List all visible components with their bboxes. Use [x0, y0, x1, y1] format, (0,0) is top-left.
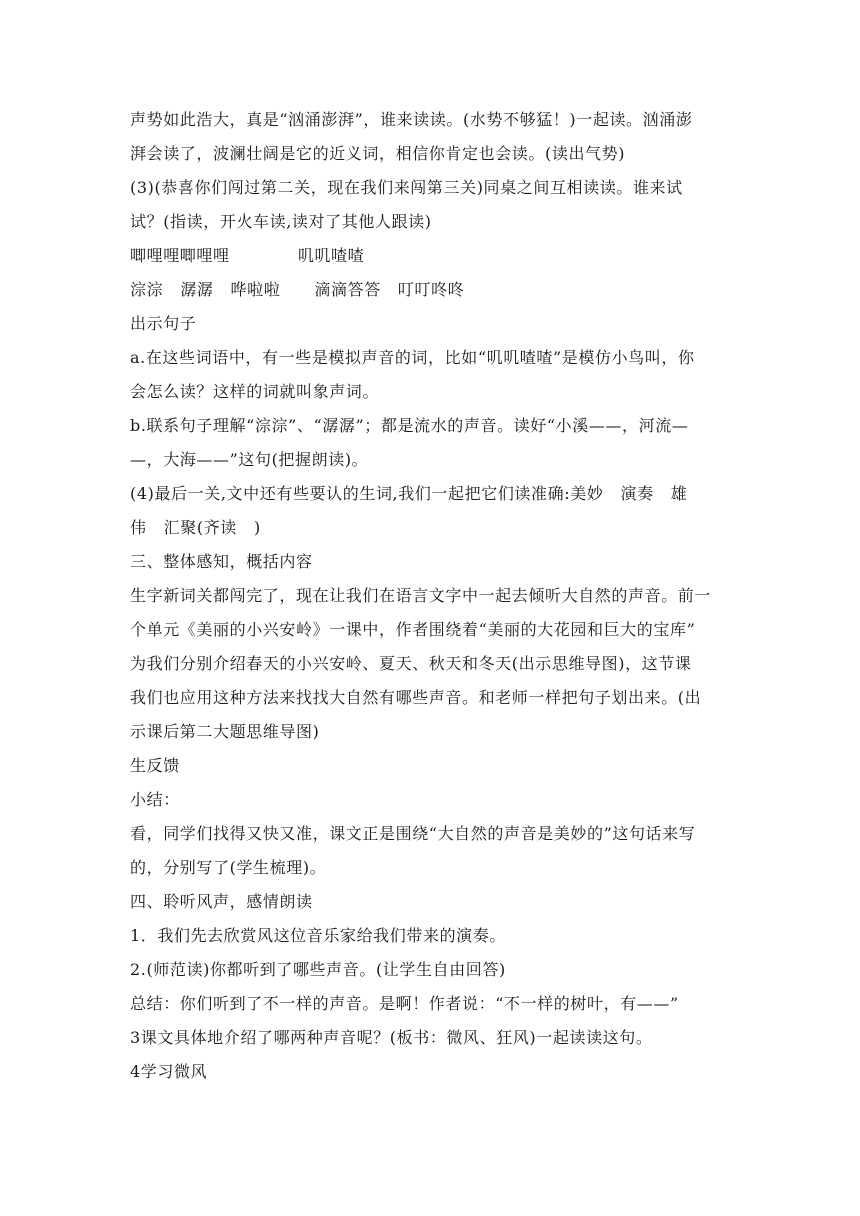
document-body: [130, 103, 738, 1089]
paragraph: 会怎么读？这样的词就叫象声词。: [130, 382, 380, 401]
paragraph: 的，分别写了(学生梳理)。: [130, 858, 327, 877]
paragraph: 我们也应用这种方法来找找大自然有哪些声音。和老师一样把句子划出来。(出: [130, 688, 702, 707]
paragraph: 三、整体感知，概括内容: [130, 552, 313, 571]
paragraph: 看，同学们找得又快又准，课文正是围绕“大自然的声音是美妙的”这句话来写: [130, 824, 696, 843]
paragraph: 2.(师范读)你都听到了哪些声音。(让学生自由回答): [130, 960, 506, 979]
paragraph: —，大海——”这句(把握朗读)。: [130, 450, 369, 469]
paragraph: 为我们分别介绍春天的小兴安岭、夏天、秋天和冬天(出示思维导图)，这节课: [130, 654, 692, 673]
paragraph: 出示句子: [130, 314, 197, 333]
paragraph: 4学习微风: [130, 1062, 208, 1081]
paragraph: a.在这些词语中，有一些是模拟声音的词，比如“叽叽喳喳”是模仿小鸟叫，你: [130, 348, 695, 367]
paragraph: (3)(恭喜你们闯过第二关，现在我们来闯第三关)同桌之间互相读读。谁来试: [130, 178, 683, 197]
paragraph: 试？(指读，开火车读,读对了其他人跟读): [130, 212, 432, 231]
paragraph: 四、聆听风声，感情朗读: [130, 892, 313, 911]
paragraph: b.联系句子理解“淙淙”、“潺潺”；都是流水的声音。读好“小溪——，河流—: [130, 416, 689, 435]
paragraph: 伟 汇聚(齐读 ): [130, 518, 261, 537]
paragraph: 湃会读了，波澜壮阔是它的近义词，相信你肯定也会读。(读出气势): [130, 144, 626, 163]
paragraph: 1．我们先去欣赏风这位音乐家给我们带来的演奏。: [130, 926, 506, 945]
section-heading: 总结：你们听到了不一样的声音。是啊！作者说：“不一样的树叶，有——”: [130, 994, 679, 1013]
paragraph: 生反馈: [130, 756, 180, 775]
paragraph: 小结：: [130, 790, 180, 809]
paragraph: 示课后第二大题思维导图): [130, 722, 320, 741]
paragraph: 唧哩哩唧哩哩 叽叽喳喳: [130, 246, 365, 265]
paragraph: 3课文具体地介绍了哪两种声音呢？(板书：微风、狂风)一起读读这句。: [130, 1028, 653, 1047]
paragraph: 生字新词关都闯完了，现在让我们在语言文字中一起去倾听大自然的声音。前一: [130, 586, 712, 605]
paragraph: (4)最后一关,文中还有些要认的生词,我们一起把它们读准确:美妙 演奏 雄: [130, 484, 688, 503]
paragraph: 淙淙 潺潺 哗啦啦 滴滴答答 叮叮咚咚: [130, 280, 465, 299]
section-heading: 个单元《美丽的小兴安岭》一课中，作者围绕着“美丽的大花园和巨大的宝库”: [130, 620, 696, 639]
paragraph: 声势如此浩大，真是“汹涌澎湃”，谁来读读。(水势不够猛！)一起读。汹涌澎: [130, 110, 693, 129]
